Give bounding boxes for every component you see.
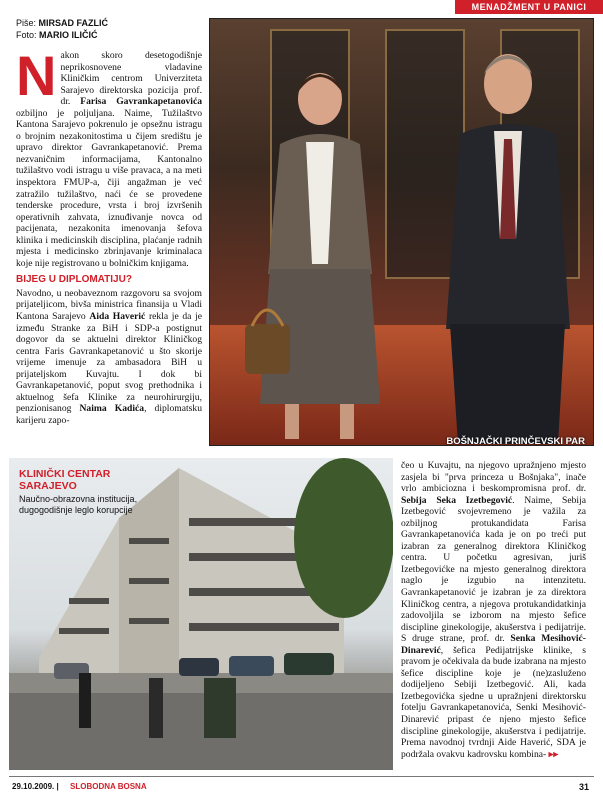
section-tag: MENADŽMENT U PANICI <box>455 0 603 14</box>
col2-name-mesihovic: Senka Mesihović-Dinarević <box>401 633 586 656</box>
author-label: Piše: <box>16 18 37 28</box>
col2-text-cont: . Naime, Sebija Izetbegović svojevremeno je važila za ozbiljnog protukandidata Farisa Gavrankapetanovića kada je on po treći put izabran za generalnog direktora Kliničkog centra. U početku agresivan, juriš Izetbegovićke na mjesto generalnog direktora naglo je izgubio na intenzitetu. Gavrankapetanović je izabran je za direktora Kliničkog centra, a njegova protukandidatkinja zadovoljila se izborom na mjesto šefice discipline ginekologije, akušerstva i pedijatrije. S druge strane, prof. dr. <box>401 494 586 645</box>
photographer-name: MARIO ILIČIĆ <box>39 30 98 40</box>
article-column-right <box>401 460 586 760</box>
paragraph-2 <box>16 288 202 427</box>
footer-rule <box>9 776 594 777</box>
continue-arrow-icon: ▸▸ <box>548 748 559 760</box>
p2-text: Navodno, u neobaveznom razgovoru sa svojom prijateljicom, bivša ministrica finansija u Vladi Kantona Sarajevo <box>16 287 202 323</box>
photo-couple <box>209 18 594 446</box>
footer-magazine: SLOBODNA BOSNA <box>70 782 147 791</box>
intro-name-bold: Farisa Gavrankapetanovića <box>80 96 203 108</box>
intro-text-cont: ozbiljno je poljuljana. Naime, Tužilaštvo Kantona Sarajevo pokrenulo je opsežnu istragu o brojnim nezakonitostima u čijem središtu je upravo direktor Gavrankapetanović. Prema nezvaničnim informacijama, Kantonalno tužilaštvo vodi istragu u više pravaca, a na meti inspektora FMUP-a, čiji angažman je već zatražilo tužilaštvo, naći će se provedene tenderske procedure, vrsta i broj izvršenih operativnih zahvata, iznuđivanje novca od pacijenata, nezakonita imenovanja šefova klinika i medicinskih disciplina, plaćanje radnih mjesta i medicinsko zbrinjavanje kriminalaca koje nije registrovano u bolničkim knjigama. <box>16 107 202 269</box>
p2-name-haveric: Aida Haverić <box>89 311 146 323</box>
photo-title-line1: KLINIČKI CENTAR <box>19 468 111 480</box>
page-number: 31 <box>578 782 589 792</box>
subheading: BIJEG U DIPLOMATIJU? <box>16 274 132 286</box>
woman-figure <box>240 64 400 444</box>
photo-title <box>19 468 110 492</box>
page-footer <box>0 776 603 800</box>
intro-text: akon skoro desetogodišnje neprikosnovene vladavine Kliničkim centrom Univerziteta Sarajevo direktorska pozicija prof. dr. <box>60 50 202 108</box>
col2-text: čeo u Kuvajtu, na njegovo upražnjeno mjesto zasjela bi "prva princeza u Bošnjaka", inače vrlo ambiciozna i beskompromisna prof. dr. <box>401 460 586 495</box>
article-column-left <box>16 44 203 427</box>
photo-caption-title: BOŠNJAČKI PRINČEVSKI PAR <box>446 436 585 446</box>
footer-date: 29.10.2009. | <box>12 782 59 791</box>
photo-clinical-center <box>9 458 393 770</box>
credits <box>16 17 108 41</box>
drop-cap: N <box>16 44 57 107</box>
photo-subtitle: Naučno-obrazovna institucija, dugogodišnje leglo korupcije <box>19 494 138 515</box>
p2-text-cont: rekla je da je između Stranke za BiH i SDP-a postignut dogovor da se aktuelni direktor Kliničkog centra Faris Gavrankapetanović u što skorije vrijeme imenuje za ambasadora BiH u prijateljskom Kuvajtu. I dok bi Gavrankapetanović, poput svog prethodnika i aktuelnog šefa Klinike za neurohirurgiju, penzionisanog <box>16 311 202 415</box>
col2-name-izetbegovic: Sebija Seka Izetbegović <box>401 494 513 506</box>
photo-label: Foto: <box>16 30 37 40</box>
p2-text-end: , diplomatsku karijeru zapo- <box>16 403 202 426</box>
man-figure <box>430 39 585 444</box>
photo-title-line2: SARAJEVO <box>19 480 77 492</box>
col2-text-end: , šefica Pedijatrijske klinike, s pravom je očekivala da bude izabrana na mjesto šefice discipline koje je (ne)zasluženo dodijeljeno Sebiji Izetbegović. Ali, kada Izetbegovićka sjedne u upražnjeni direktorsku fotelju Gavrankapetanovića, Senki Mesihović-Dinarević pripast će njeno mjesto šefice discipline ginekologije, akušerstva i pedijatrije. Prema navodnoj tvrdnji Aide Haverić, SDA je podržala ovakvu kadrovsku kombina- <box>401 644 586 760</box>
author-name: MIRSAD FAZLIĆ <box>38 18 109 28</box>
p2-name-kadic: Naima Kadića <box>79 403 145 415</box>
